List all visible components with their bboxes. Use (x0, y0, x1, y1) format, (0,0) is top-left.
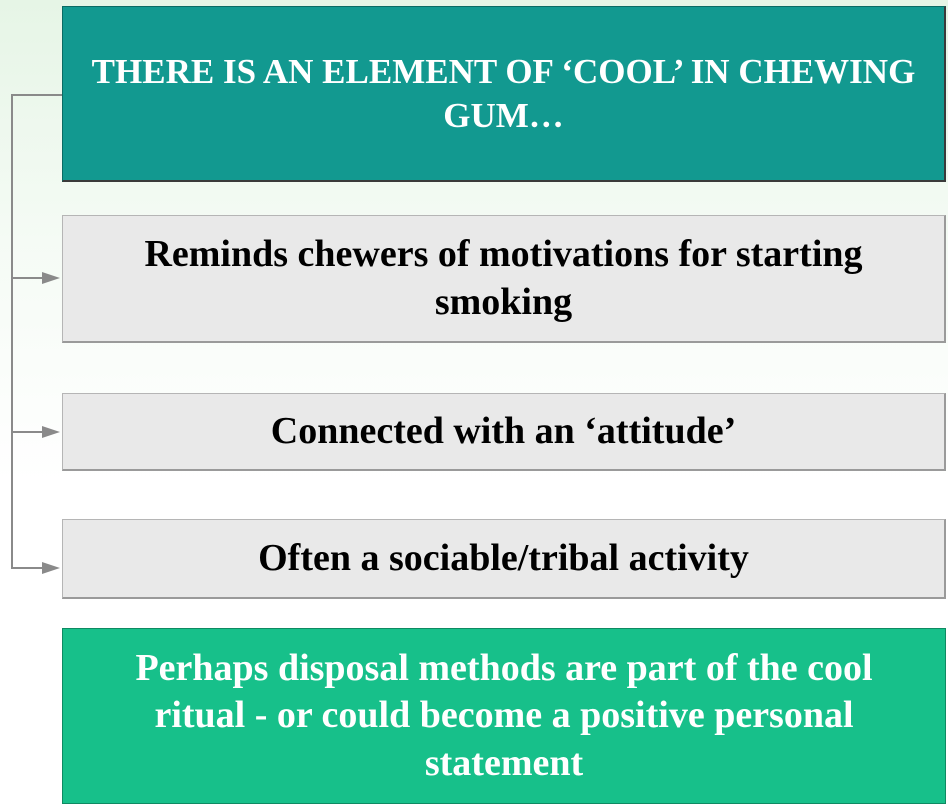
connector-trunk (12, 95, 62, 568)
conclusion-text: Perhaps disposal methods are part of the cool ritual - or could become a positive personal statement (135, 646, 873, 784)
arrow-head-1 (42, 272, 60, 284)
title-text: THERE IS AN ELEMENT OF ‘COOL’ IN CHEWING GUM… (91, 51, 916, 135)
point-text-1: Reminds chewers of motivations for starting smoking (144, 233, 863, 323)
point-box-3 (62, 519, 946, 599)
arrow-head-3 (42, 562, 60, 574)
title-box (62, 6, 946, 182)
point-box-1 (62, 215, 946, 343)
arrow-head-2 (42, 426, 60, 438)
point-text-2: Connected with an ‘attitude’ (270, 409, 737, 452)
point-text-3: Often a sociable/tribal activity (258, 536, 749, 579)
point-box-2 (62, 393, 946, 471)
conclusion-box (62, 628, 946, 804)
